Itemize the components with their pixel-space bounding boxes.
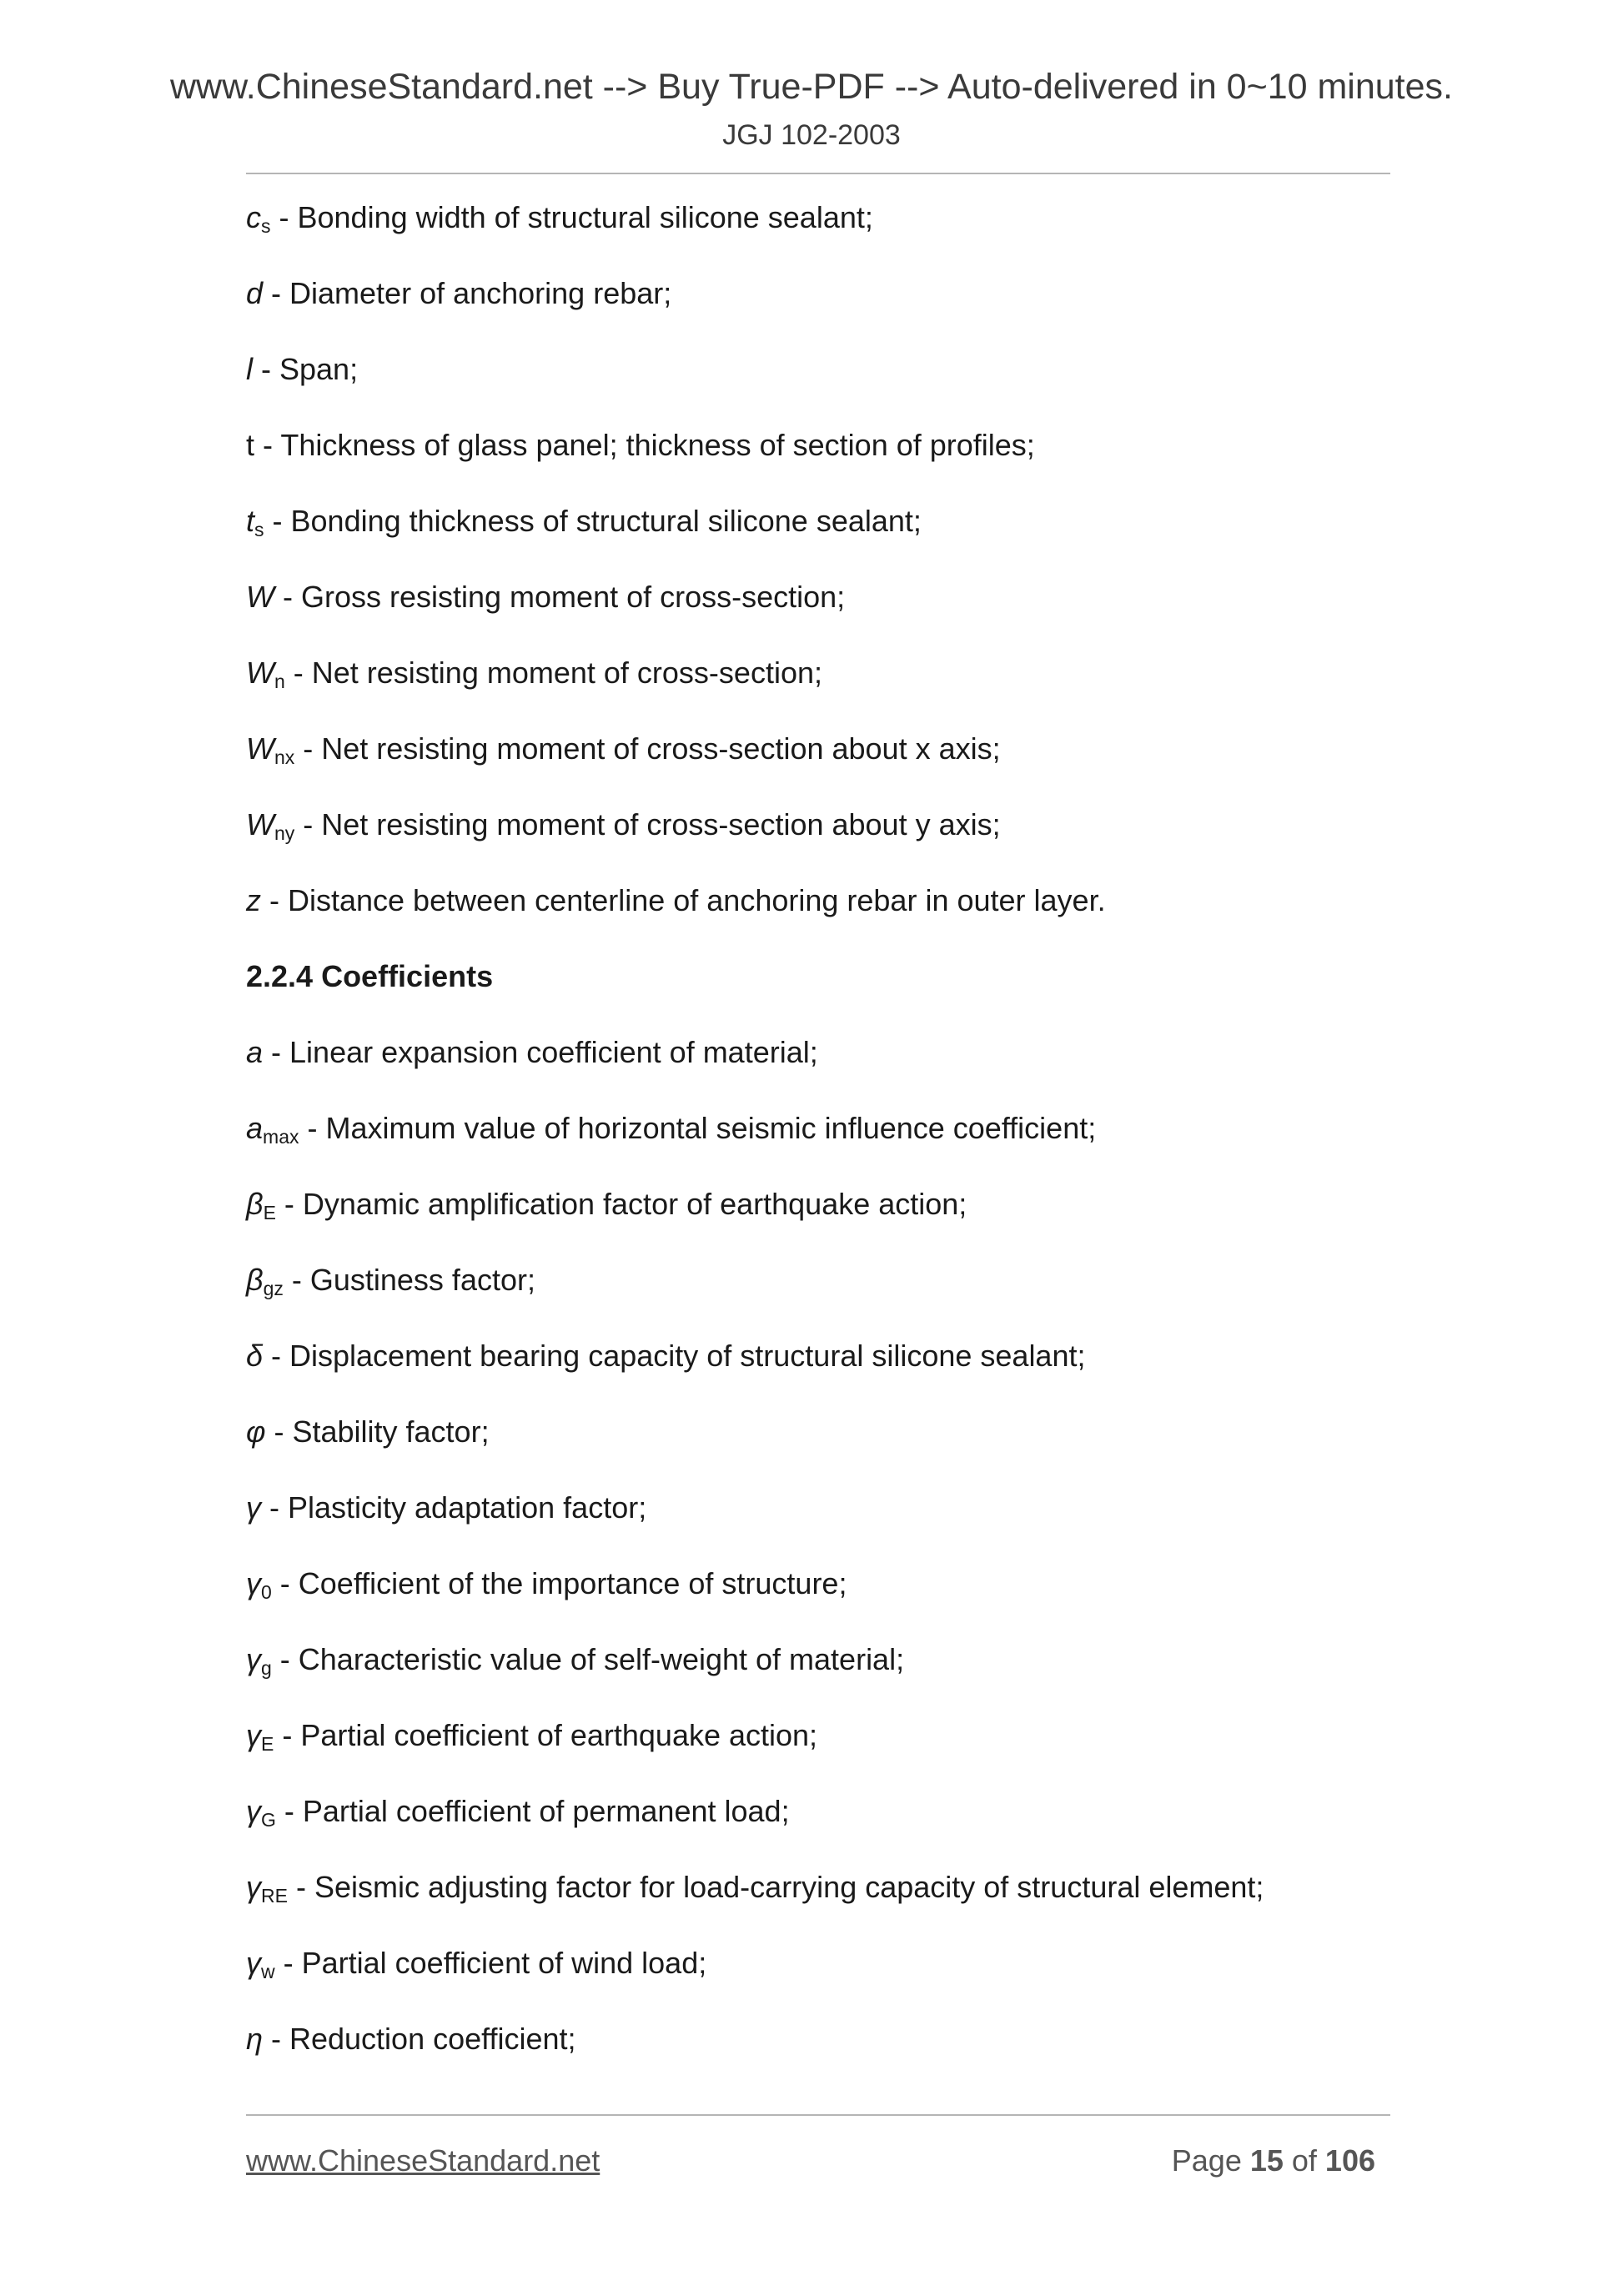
coefficient-entry-gamma-e xyxy=(246,1715,1390,1791)
symbol: l xyxy=(246,352,253,386)
symbol-description: - Bonding width of structural silicone sealant; xyxy=(270,200,873,234)
symbol: δ xyxy=(246,1339,264,1373)
coefficient-entry-amax xyxy=(246,1108,1390,1183)
page-number xyxy=(1172,2138,1375,2184)
symbol-entry-wnx xyxy=(246,728,1390,804)
symbol: W xyxy=(246,656,274,690)
symbol-entry-ts xyxy=(246,500,1390,576)
symbol-description: - Partial coefficient of permanent load; xyxy=(275,1794,790,1828)
coefficient-entry-phi xyxy=(246,1411,1390,1487)
symbol: γ xyxy=(246,1946,261,1980)
symbol-subscript: E xyxy=(261,1733,274,1755)
section-heading: 2.2.4 Coefficients xyxy=(246,959,494,993)
header-divider xyxy=(246,173,1390,174)
coefficient-entry-eta xyxy=(246,2018,1390,2094)
coefficient-entry-gamma-re xyxy=(246,1866,1390,1942)
symbol-subscript: 0 xyxy=(261,1581,272,1603)
symbol-description: - Displacement bearing capacity of structural silicone sealant; xyxy=(263,1339,1086,1373)
symbol: c xyxy=(246,200,261,234)
symbol-description: - Characteristic value of self-weight of material; xyxy=(271,1642,905,1676)
symbol-subscript: s xyxy=(254,519,264,540)
symbol-subscript: E xyxy=(263,1202,276,1223)
page-label: Page xyxy=(1171,2143,1250,2178)
symbol: η xyxy=(246,2022,263,2056)
symbol-description: - Diameter of anchoring rebar; xyxy=(263,276,672,310)
coefficient-entry-gamma xyxy=(246,1487,1390,1563)
symbol: γ xyxy=(246,1794,261,1828)
symbol: γ xyxy=(246,1566,261,1600)
page-footer xyxy=(246,2138,1390,2184)
coefficient-entry-gamma-g-permanent xyxy=(246,1791,1390,1866)
standard-code: JGJ 102-2003 xyxy=(722,119,901,151)
symbol-description: - Stability factor; xyxy=(265,1414,490,1449)
page-total: 106 xyxy=(1324,2143,1375,2178)
symbol-subscript: s xyxy=(261,215,271,237)
symbol: β xyxy=(246,1187,264,1221)
symbol-subscript: w xyxy=(261,1961,275,1982)
symbol-entry-z xyxy=(246,880,1390,956)
symbol-description: - Net resisting moment of cross-section about y axis; xyxy=(294,807,1001,842)
symbol-description: - Net resisting moment of cross-section about x axis; xyxy=(294,731,1001,766)
coefficient-entry-gamma-g xyxy=(246,1639,1390,1715)
symbol-description: - Plasticity adaptation factor; xyxy=(261,1490,647,1525)
symbol: a xyxy=(246,1111,264,1145)
symbol: γ xyxy=(246,1490,261,1525)
symbol-description: - Span; xyxy=(253,352,359,386)
page-of: of xyxy=(1283,2143,1325,2178)
page-current: 15 xyxy=(1249,2143,1284,2178)
symbol-subscript: RE xyxy=(261,1885,288,1907)
symbol: t xyxy=(246,504,255,538)
symbol-description: - Coefficient of the importance of structure; xyxy=(271,1566,847,1600)
symbol: t xyxy=(246,428,255,462)
symbol-entry-cs xyxy=(246,197,1390,273)
symbol-description: - Partial coefficient of earthquake action; xyxy=(274,1718,818,1752)
coefficient-entry-a xyxy=(246,1032,1390,1108)
symbol: γ xyxy=(246,1642,261,1676)
symbol-entry-w xyxy=(246,576,1390,652)
symbol: W xyxy=(246,807,274,842)
symbol: φ xyxy=(246,1414,266,1449)
symbol: γ xyxy=(246,1870,261,1904)
coefficient-entry-gamma-0 xyxy=(246,1563,1390,1639)
footer-site-link[interactable]: www.ChineseStandard.net xyxy=(246,2143,600,2178)
symbol-subscript: n xyxy=(274,671,285,692)
symbol-description: - Gross resisting moment of cross-section; xyxy=(274,580,846,614)
coefficient-entry-beta-gz xyxy=(246,1259,1390,1335)
site-banner: www.ChineseStandard.net --> Buy True-PDF --> Auto-delivered in 0~10 minutes. xyxy=(169,67,1453,107)
symbol-subscript: gz xyxy=(263,1278,284,1299)
symbol-description: - Net resisting moment of cross-section; xyxy=(284,656,822,690)
symbol-entry-d xyxy=(246,273,1390,349)
symbol-description: - Seismic adjusting factor for load-carrying capacity of structural element; xyxy=(287,1870,1264,1904)
symbol-subscript: G xyxy=(261,1809,276,1831)
symbol: γ xyxy=(246,1718,261,1752)
coefficient-entry-beta-e xyxy=(246,1183,1390,1259)
symbol-subscript: g xyxy=(261,1657,272,1679)
symbol-description: - Gustiness factor; xyxy=(283,1263,535,1297)
symbol-entry-wny xyxy=(246,804,1390,880)
symbol-description: - Bonding thickness of structural silicone sealant; xyxy=(264,504,922,538)
symbol-description: - Maximum value of horizontal seismic influence coefficient; xyxy=(299,1111,1097,1145)
symbol: W xyxy=(246,731,274,766)
symbol: d xyxy=(246,276,264,310)
symbol-description: - Thickness of glass panel; thickness of section of profiles; xyxy=(254,428,1035,462)
symbol: W xyxy=(246,580,274,614)
symbol-subscript: ny xyxy=(274,822,295,844)
symbol-entry-l xyxy=(246,349,1390,425)
symbol-description: - Linear expansion coefficient of material; xyxy=(263,1035,818,1069)
symbol: β xyxy=(246,1263,264,1297)
symbol: z xyxy=(246,883,261,917)
symbol-entry-wn xyxy=(246,652,1390,728)
symbol: a xyxy=(246,1035,264,1069)
coefficient-entry-gamma-w xyxy=(246,1942,1390,2018)
symbol-description: - Reduction coefficient; xyxy=(263,2022,576,2056)
coefficient-entry-delta xyxy=(246,1335,1390,1411)
page-content xyxy=(246,197,1390,2094)
footer-divider xyxy=(246,2114,1390,2116)
symbol-subscript: max xyxy=(263,1126,299,1148)
symbol-description: - Partial coefficient of wind load; xyxy=(274,1946,707,1980)
symbol-subscript: nx xyxy=(274,746,295,768)
symbol-description: - Dynamic amplification factor of earthquake action; xyxy=(275,1187,967,1221)
symbol-description: - Distance between centerline of anchoring rebar in outer layer. xyxy=(261,883,1106,917)
symbol-entry-t xyxy=(246,425,1390,500)
